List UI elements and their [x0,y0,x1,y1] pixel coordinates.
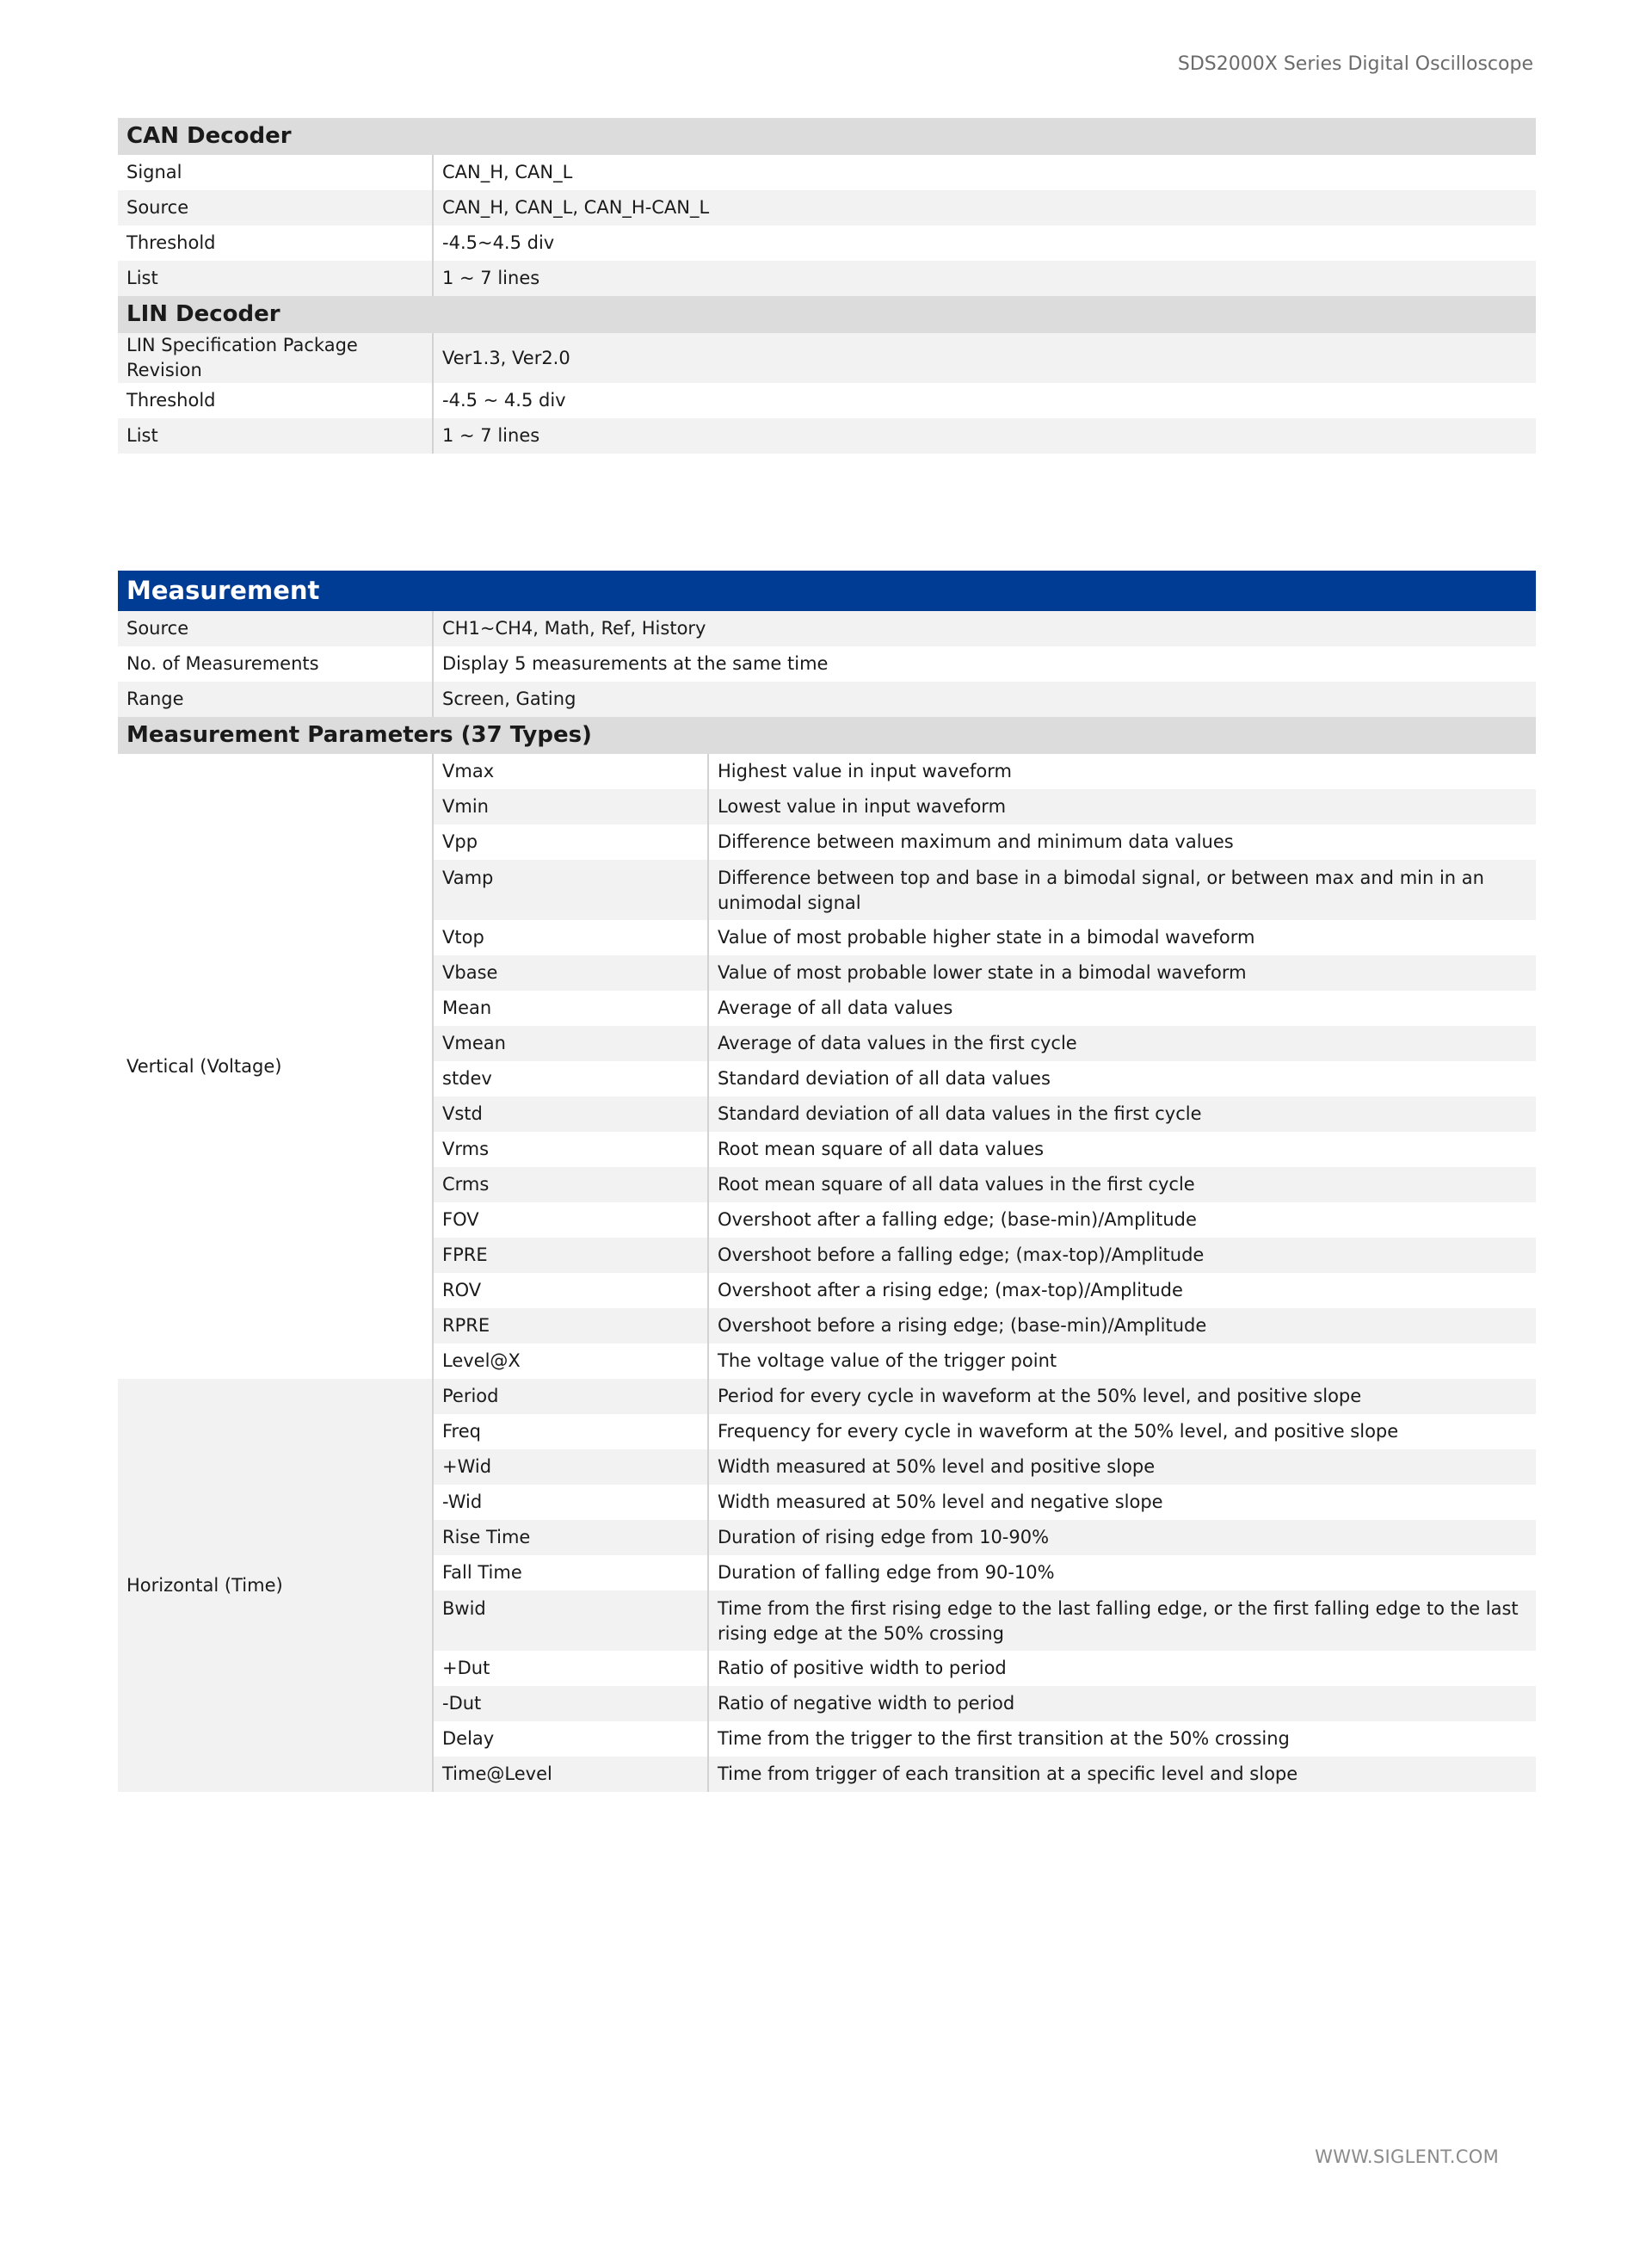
param-name: Vpp [433,825,708,860]
spec-label: Signal [118,155,433,190]
table-row [118,261,1536,296]
param-name: RPRE [433,1308,708,1343]
param-desc: Overshoot before a falling edge; (max-top)/Amplitude [708,1238,1536,1273]
document-header-title: SDS2000X Series Digital Oscilloscope [1177,53,1533,75]
table-row [118,418,1536,454]
spec-label: LIN Specification Package Revision [118,333,433,383]
param-desc: The voltage value of the trigger point [708,1343,1536,1379]
param-name: Vbase [433,955,708,991]
param-name: Crms [433,1167,708,1202]
param-desc: Period for every cycle in waveform at the 50% level, and positive slope [708,1379,1536,1414]
spec-label: Threshold [118,383,433,418]
table-row [118,611,1536,646]
group-label-horizontal: Horizontal (Time) [118,1379,433,1792]
param-name: -Wid [433,1485,708,1520]
param-name: Time@Level [433,1757,708,1792]
param-name: Vmax [433,754,708,789]
param-name: Level@X [433,1343,708,1379]
param-name: -Dut [433,1686,708,1721]
param-desc: Standard deviation of all data values [708,1061,1536,1096]
table-row [118,155,1536,190]
spec-label: List [118,418,433,454]
param-name: Vmin [433,789,708,825]
section-header-measurement [118,571,1536,611]
spec-value: -4.5 ~ 4.5 div [433,383,1536,418]
measurement-spec-table [118,571,1536,1792]
param-name: FPRE [433,1238,708,1273]
parameters-title: Measurement Parameters (37 Types) [118,717,1536,754]
can-decoder-title: CAN Decoder [118,118,1536,155]
param-desc: Root mean square of all data values [708,1132,1536,1167]
spec-label: List [118,261,433,296]
param-desc: Ratio of negative width to period [708,1686,1536,1721]
decoder-spec-table [118,118,1536,454]
param-desc: Time from the trigger to the first transition at the 50% crossing [708,1721,1536,1757]
spec-label: Source [118,611,433,646]
lin-decoder-title: LIN Decoder [118,296,1536,333]
spec-label: Source [118,190,433,225]
param-name: Vamp [433,860,708,920]
table-row [118,190,1536,225]
param-name: Fall Time [433,1555,708,1590]
group-label-vertical: Vertical (Voltage) [118,754,433,1379]
param-name: Delay [433,1721,708,1757]
param-desc: Difference between maximum and minimum data values [708,825,1536,860]
table-row [118,754,1536,789]
section-header-can [118,118,1536,155]
section-header-lin [118,296,1536,333]
param-desc: Standard deviation of all data values in the first cycle [708,1096,1536,1132]
param-name: +Wid [433,1449,708,1485]
param-desc: Value of most probable lower state in a bimodal waveform [708,955,1536,991]
param-name: Mean [433,991,708,1026]
param-desc: Frequency for every cycle in waveform at the 50% level, and positive slope [708,1414,1536,1449]
param-desc: Highest value in input waveform [708,754,1536,789]
spec-value: Ver1.3, Ver2.0 [433,333,1536,383]
param-desc: Lowest value in input waveform [708,789,1536,825]
spec-value: CH1~CH4, Math, Ref, History [433,611,1536,646]
spec-value: Display 5 measurements at the same time [433,646,1536,682]
table-row [118,383,1536,418]
table-row [118,682,1536,717]
spec-label: No. of Measurements [118,646,433,682]
measurement-title: Measurement [118,571,1536,611]
param-desc: Root mean square of all data values in the first cycle [708,1167,1536,1202]
param-desc: Width measured at 50% level and positive slope [708,1449,1536,1485]
param-desc: Average of data values in the first cycle [708,1026,1536,1061]
param-name: Bwid [433,1590,708,1651]
table-row [118,1379,1536,1414]
param-name: ROV [433,1273,708,1308]
param-desc: Ratio of positive width to period [708,1651,1536,1686]
table-row [118,225,1536,261]
section-header-parameters [118,717,1536,754]
param-desc: Overshoot after a falling edge; (base-min)/Amplitude [708,1202,1536,1238]
table-row [118,646,1536,682]
spec-value: CAN_H, CAN_L [433,155,1536,190]
table-row [118,333,1536,383]
param-desc: Duration of falling edge from 90-10% [708,1555,1536,1590]
spec-label: Threshold [118,225,433,261]
spec-value: -4.5~4.5 div [433,225,1536,261]
param-desc: Value of most probable higher state in a bimodal waveform [708,920,1536,955]
param-desc: Time from trigger of each transition at a specific level and slope [708,1757,1536,1792]
param-desc: Overshoot after a rising edge; (max-top)/Amplitude [708,1273,1536,1308]
spec-value: 1 ~ 7 lines [433,261,1536,296]
param-name: Vstd [433,1096,708,1132]
spec-value: Screen, Gating [433,682,1536,717]
param-desc: Difference between top and base in a bimodal signal, or between max and min in an unimodal signal [708,860,1536,920]
param-name: +Dut [433,1651,708,1686]
param-name: stdev [433,1061,708,1096]
param-desc: Overshoot before a rising edge; (base-min)/Amplitude [708,1308,1536,1343]
param-desc: Duration of rising edge from 10-90% [708,1520,1536,1555]
param-desc: Average of all data values [708,991,1536,1026]
param-name: Rise Time [433,1520,708,1555]
param-name: Vmean [433,1026,708,1061]
param-name: Vrms [433,1132,708,1167]
param-name: FOV [433,1202,708,1238]
spec-value: CAN_H, CAN_L, CAN_H-CAN_L [433,190,1536,225]
param-name: Freq [433,1414,708,1449]
param-desc: Time from the first rising edge to the last falling edge, or the first falling edge to the last rising edge at the 50% crossing [708,1590,1536,1651]
param-name: Period [433,1379,708,1414]
spec-label: Range [118,682,433,717]
param-desc: Width measured at 50% level and negative slope [708,1485,1536,1520]
param-name: Vtop [433,920,708,955]
spec-value: 1 ~ 7 lines [433,418,1536,454]
footer-website: WWW.SIGLENT.COM [1315,2146,1499,2167]
